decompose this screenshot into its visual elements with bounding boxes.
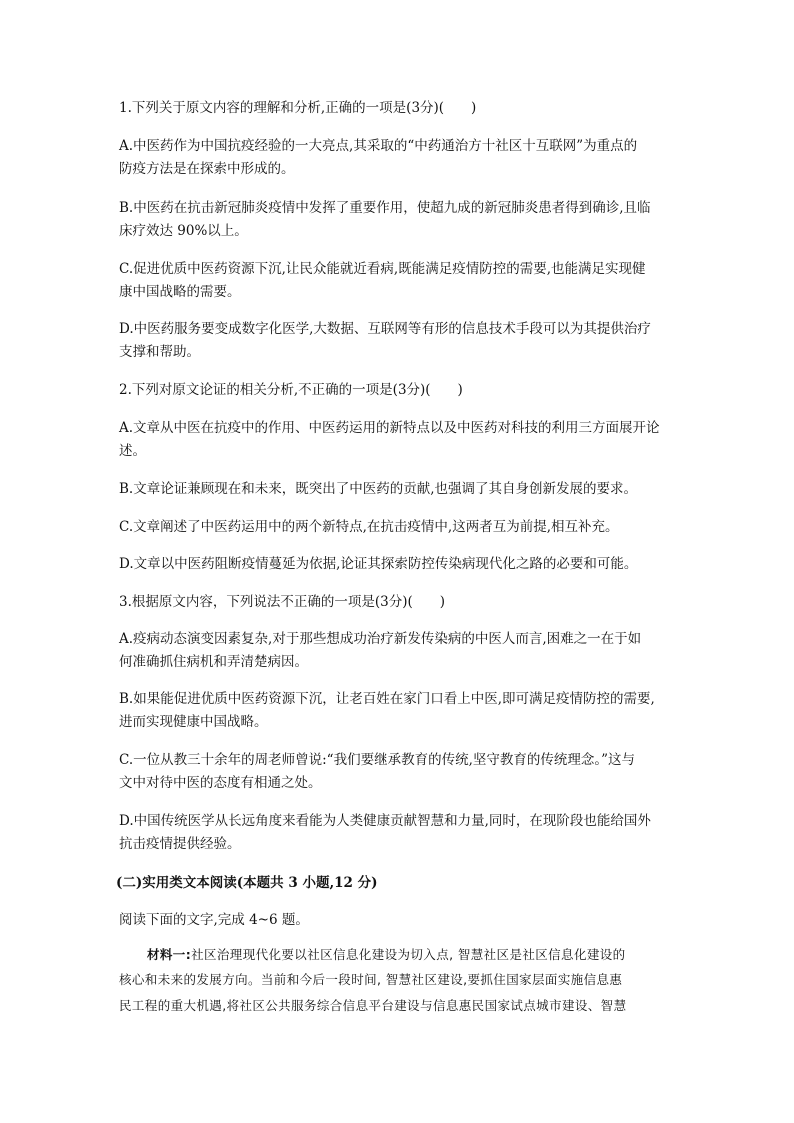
material-one-line-1 — [147, 946, 679, 964]
question-2-option-b: B.文章论证兼顾现在和未来，既突出了中医药的贡献,也强调了其自身创新发展的要求。 — [119, 481, 638, 497]
question-2-option-a-line-1: A.文章从中医在抗疫中的作用、中医药运用的新特点以及中医药对科技的利用三方面展开论 — [119, 420, 660, 436]
question-3-option-b-line-1: B.如果能促进优质中医药资源下沉，让老百姓在家门口看上中医,即可满足疫情防控的需要, — [119, 691, 655, 707]
question-3-option-a-line-1: A.疫病动态演变因素复杂,对于那些想成功治疗新发传染病的中医人而言,困难之一在于如 — [119, 631, 642, 647]
question-2-option-d: D.文章以中医药阻断疫情蔓延为依据,论证其探索防控传染病现代化之路的必要和可能。 — [119, 556, 638, 572]
material-one-line-3: 民工程的重大机遇,将社区公共服务综合信息平台建设与信息惠民国家试点城市建设、智慧 — [119, 998, 627, 1013]
question-1-option-d-line-2: 支撑和帮助。 — [119, 344, 200, 360]
question-3-option-d-line-1: D.中国传统医学从长远角度来看能为人类健康贡献智慧和力量,同时，在现阶段也能给国外 — [119, 813, 651, 829]
material-one-text: 社区治理现代化要以社区信息化建设为切入点, 智慧社区是社区信息化建设的 — [191, 947, 626, 962]
question-1-option-a-line-1: A.中医药作为中国抗疫经验的一大亮点,其采取的“中药通治方十社区十互联网”为重点的 — [119, 138, 638, 154]
question-3-option-c-line-2: 文中对待中医的态度有相通之处。 — [119, 775, 322, 791]
question-2-stem: 2.下列对原文论证的相关分析,不正确的一项是(3分)( ) — [119, 382, 463, 398]
question-3-stem: 3.根据原文内容，下列说法不正确的一项是(3分)( ) — [119, 594, 446, 610]
question-2-option-a-line-2: 述。 — [119, 443, 146, 459]
question-1-stem: 1.下列关于原文内容的理解和分析,正确的一项是(3分)( ) — [119, 100, 477, 116]
question-1-option-b-line-1: B.中医药在抗击新冠肺炎疫情中发挥了重要作用，使超九成的新冠肺炎患者得到确诊,且临 — [119, 200, 651, 216]
question-1-option-c-line-1: C.促进优质中医药资源下沉,让民众能就近看病,既能满足疫情防控的需要,也能满足实现健 — [119, 261, 646, 277]
question-1-option-c-line-2: 康中国战略的需要。 — [119, 284, 241, 300]
question-1-option-d-line-1: D.中医药服务要变成数字化医学,大数据、互联网等有形的信息技术手段可以为其提供治疗 — [119, 321, 651, 337]
material-label: 材料一: — [147, 947, 192, 962]
question-3-option-c-line-1: C.一位从教三十余年的周老师曾说:“我们要继承教育的传统,坚守教育的传统理念。”这与 — [119, 752, 636, 768]
section-heading: (二)实用类文本阅读(本题共 3 小题,12 分) — [116, 875, 378, 891]
question-1-option-a-line-2: 防疫方法是在探索中形成的。 — [119, 161, 295, 177]
material-one-line-2: 核心和未来的发展方向。当前和今后一段时间, 智慧社区建设,要抓住国家层面实施信息惠 — [119, 972, 623, 987]
question-3-option-b-line-2: 进而实现健康中国战略。 — [119, 714, 268, 730]
reading-instruction: 阅读下面的文字,完成 4~6 题。 — [119, 912, 309, 928]
question-2-option-c: C.文章阐述了中医药运用中的两个新特点,在抗击疫情中,这两者互为前提,相互补充。 — [119, 519, 619, 535]
question-3-option-a-line-2: 何准确抓住病机和弄清楚病因。 — [119, 654, 308, 670]
question-1-option-b-line-2: 床疗效达 90%以上。 — [119, 223, 248, 239]
question-3-option-d-line-2: 抗击疫情提供经验。 — [119, 836, 241, 852]
